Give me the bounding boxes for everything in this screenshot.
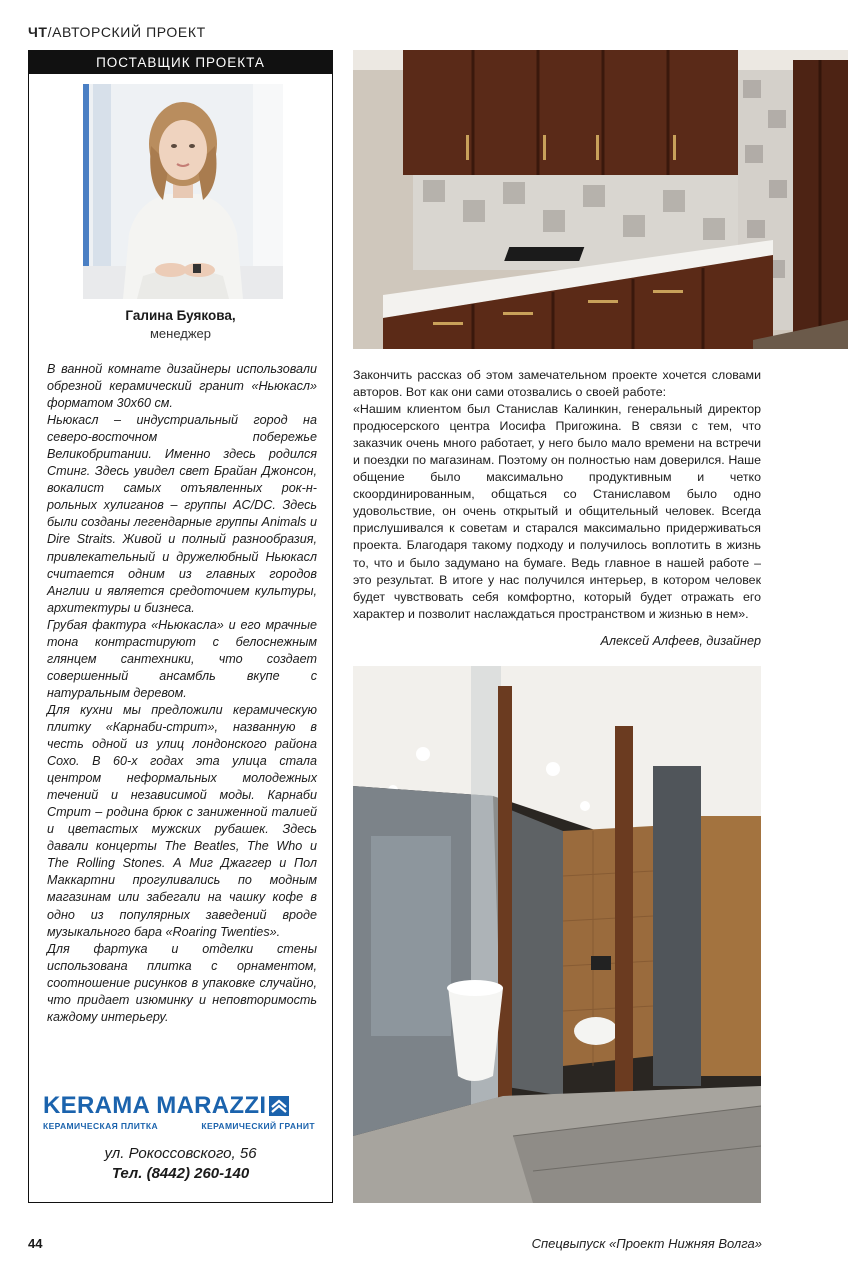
header-abbr: ЧТ bbox=[28, 24, 48, 40]
logo-sub-right: КЕРАМИЧЕСКИЙ ГРАНИТ bbox=[201, 1121, 315, 1131]
manager-role: менеджер bbox=[149, 326, 212, 341]
sidebar-title: ПОСТАВЩИК ПРОЕКТА bbox=[29, 51, 332, 74]
sidebar-paragraph: Грубая фактура «Ньюкасла» и его мрачные тона контрастируют с белоснежным глянцем сантехники, что создает совершенный ансамбль вкупе с натуральным деревом. bbox=[47, 617, 317, 700]
sidebar-body bbox=[47, 361, 317, 1026]
supplier-address: ул. Рокоссовского, 56 bbox=[104, 1145, 257, 1162]
publication-name: Спецвыпуск «Проект Нижняя Волга» bbox=[531, 1236, 762, 1251]
manager-name: Галина Буякова, bbox=[125, 308, 236, 323]
sidebar-paragraph: Ньюкасл – индустриальный город на северо-восточном побережье Великобритании. Именно здесь родился Стинг. Здесь увидел свет Брайан Джонсон, вокалист самых отъявленных рок-н-рольных хулиганов – группы AC/DC. Здесь были созданы легендарные группы Animals и Dire Straits. Живой и полный разнообразия, привлекательный и дружелюбный Ньюкасл считается одним из главных городов Англии и является средоточием культуры, архитектуры и бизнеса. bbox=[47, 413, 317, 615]
sidebar-paragraph: Для фартука и отделки стены использована плитка с орнаментом, соотношение рисунков в упаковке случайно, что придает изюминку и неповторимость каждому интерьеру. bbox=[47, 941, 317, 1024]
article-paragraph: Закончить рассказ об этом замечательном проекте хочется словами авторов. Вот как они сами отозвались о своей работе: bbox=[353, 368, 761, 400]
bathroom-photo bbox=[353, 666, 761, 1203]
manager-portrait bbox=[83, 84, 283, 299]
header-section: /АВТОРСКИЙ ПРОЕКТ bbox=[47, 24, 206, 40]
logo-mark-icon bbox=[269, 1096, 289, 1116]
supplier-sidebar bbox=[28, 50, 333, 1203]
article-signature: Алексей Алфеев, дизайнер bbox=[600, 634, 761, 648]
article-body bbox=[353, 367, 761, 623]
sidebar-paragraph: В ванной комнате дизайнеры использовали обрезной керамический гранит «Ньюкасл» форматом 30х60 см. bbox=[47, 362, 317, 411]
sidebar-paragraph: Для кухни мы предложили керамическую плитку «Карнаби-стрит», названную в честь одной из улиц лондонского района Сохо. В 60-х годах эта улица стала центром неформальных молодежных течений и независимой моды. Карнаби Стрит – родина брюк с заниженной талией и цветастых мужских рубашек. Здесь давали концерты The Beatles, The Who и The Rolling Stones. А Миг Джаггер и Пол Маккартни прогуливались по модным магазинам или забегали на чашку кофе в одно из популярных заведений вроде музыкального бара «Roaring Twenties». bbox=[47, 702, 317, 939]
supplier-phone: Тел. (8442) 260-140 bbox=[111, 1165, 250, 1182]
logo-sub-left: КЕРАМИЧЕСКАЯ ПЛИТКА bbox=[43, 1121, 158, 1131]
logo-wordmark: KERAMA MARAZZI bbox=[43, 1092, 267, 1119]
article-paragraph: «Нашим клиентом был Станислав Калинкин, генеральный директор продюсерского центра Иосифа Пригожина. В связи с тем, что заказчик очень много работает, у него было мало времени на встречи и поездки по магазинам. Поэтому он полностью нам доверился. Наше общение было максимально продуктивным и четко скоординированным, общаться со Станиславом было одно удовольствие, он очень открытый и общительный человек. Всегда прислушивался к советам и старался максимально придерживаться проекта. Благодаря такому подходу и получилось воплотить в жизнь то, что и было задумано на бумаге. Ведь главное в нашей работе – это результат. В итоге у нас получился интерьер, в котором человек будет чувствовать себя комфортно, который будет отражать его характер и позволит наслаждаться пространством и жизнью в нем». bbox=[353, 402, 761, 621]
section-header bbox=[28, 24, 206, 40]
kerama-marazzi-logo bbox=[43, 1093, 323, 1131]
kitchen-photo bbox=[353, 50, 848, 349]
page-number: 44 bbox=[28, 1236, 43, 1251]
